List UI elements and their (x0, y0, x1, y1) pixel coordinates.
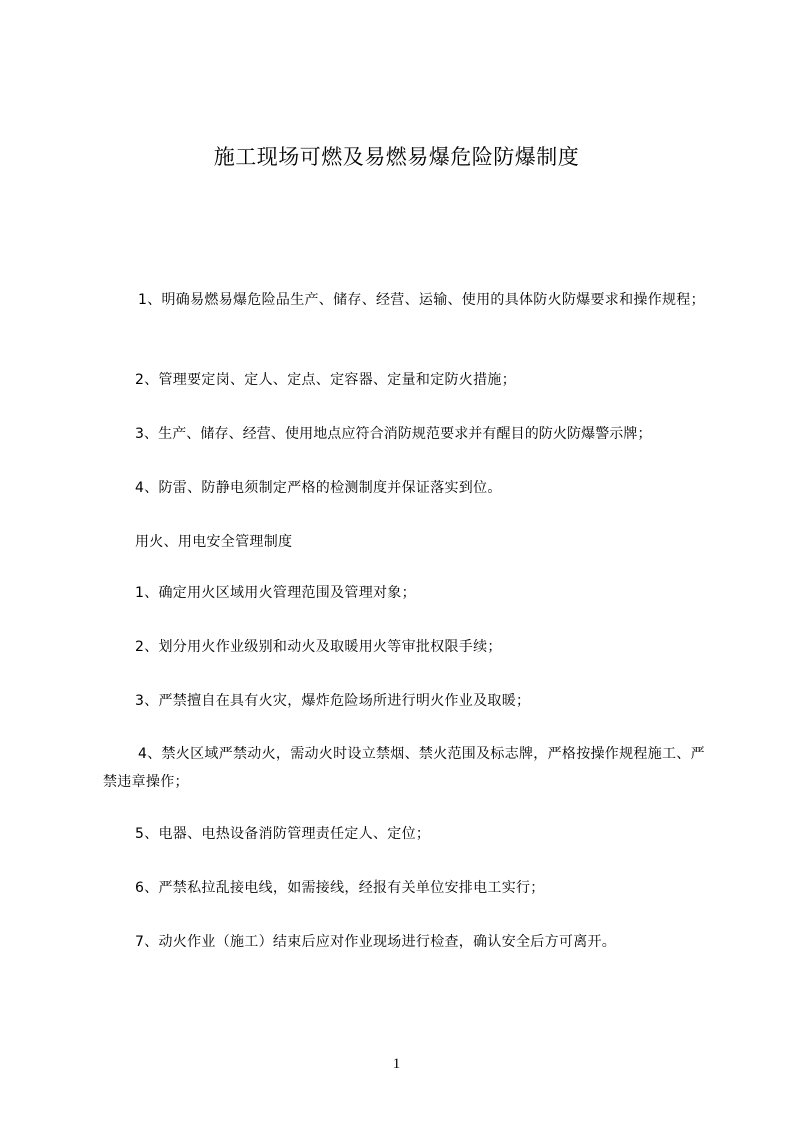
section2-item-5: 5、电器、电热设备消防管理责任定人、定位； (135, 826, 431, 842)
document-title: 施工现场可燃及易燃易爆危险防爆制度 (213, 145, 580, 169)
section2-item-4: 4、禁火区域严禁动火，需动火时设立禁烟、禁火范围及标志牌，严格按操作规程施工、严禁违章操作； (103, 746, 705, 790)
section2-item-1: 1、确定用火区域用火管理范围及管理对象； (135, 585, 416, 601)
section1-item-3: 3、生产、储存、经营、使用地点应符合消防规范要求并有醒目的防火防爆警示牌； (135, 426, 652, 442)
section2-item-7: 7、动火作业（施工）结束后应对作业现场进行检查，确认安全后方可离开。 (135, 934, 617, 950)
section1-item-4: 4、防雷、防静电须制定严格的检测制度并保证落实到位。 (135, 480, 502, 496)
section2-item-2: 2、划分用火作业级别和动火及取暖用火等审批权限手续； (135, 639, 502, 655)
section2-item-6: 6、严禁私拉乱接电线，如需接线，经报有关单位安排电工实行； (135, 880, 545, 896)
section1-item-1: 1、明确易燃易爆危险品生产、储存、经营、运输、使用的具体防火防爆要求和操作规程； (138, 292, 705, 308)
section2-heading: 用火、用电安全管理制度 (135, 534, 293, 550)
section2-item-3: 3、严禁擅自在具有火灾，爆炸危险场所进行明火作业及取暖； (135, 693, 531, 709)
page-number: 1 (392, 1056, 401, 1072)
section1-item-2: 2、管理要定岗、定人、定点、定容器、定量和定防火措施； (135, 372, 517, 388)
